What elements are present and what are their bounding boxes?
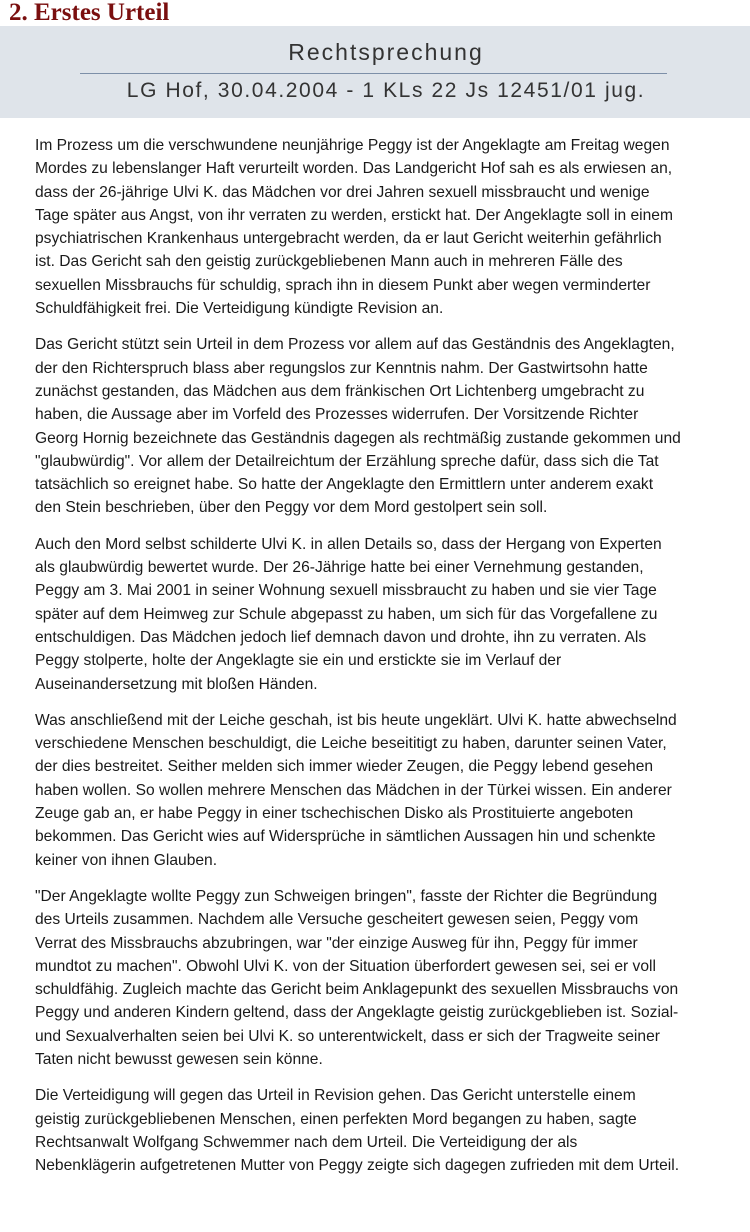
text-line: tatsächlich so ereignet habe. So hatte der Angeklagte den Ermittlern unter anderem exakt [35, 476, 654, 494]
paragraph [35, 333, 725, 519]
paragraph [35, 885, 725, 1071]
text-line: zunächst gestanden, das Mädchen aus dem fränkischen Ort Lichtenberg umgebracht zu [35, 382, 645, 400]
text-line: Georg Hornig bezeichnete das Geständnis dagegen als rechtmäßig zustande gekommen und [35, 429, 681, 447]
text-line: keiner von ihnen Glauben. [35, 851, 218, 869]
text-line: haben wollen. So wollen mehrere Menschen das Mädchen in der Türkei wissen. Ein anderer [35, 781, 672, 799]
text-line: mundtot zu machen". Obwohl Ulvi K. von der Situation überfordert gewesen sei, sei er voll [35, 957, 656, 975]
text-line: des Urteils zusammen. Nachdem alle Versuche gescheitert gewesen seien, Peggy vom [35, 911, 639, 929]
text-line: und Sexualverhalten seien bei Ulvi K. so unterentwickelt, dass er sich der Tragweite seiner [35, 1027, 660, 1045]
text-line: verschiedene Menschen beschuldigt, die Leiche beseititigt zu haben, darunter seinen Vater, [35, 735, 667, 753]
text-line: Im Prozess um die verschwundene neunjährige Peggy ist der Angeklagte am Freitag wegen [35, 137, 670, 154]
text-line: Peggy am 3. Mai 2001 in seiner Wohnung sexuell missbraucht zu haben und sie vier Tage [35, 582, 657, 600]
text-line: der dies bestreitet. Seither melden sich immer wieder Zeugen, die Peggy lebend gesehen [35, 758, 654, 776]
text-line: als glaubwürdig bewertet wurde. Der 26-Jährige hatte bei einer Vernehmung gestanden, [35, 559, 644, 577]
case-citation: LG Hof, 30.04.2004 - 1 KLs 22 Js 12451/01 jug. [126, 79, 646, 102]
text-line: später auf dem Heimweg zur Schule abgepasst zu haben, um sich für das Vorgefallene zu [35, 605, 658, 623]
text-line: Verrat des Missbrauchs abzubringen, war "der einzige Ausweg für ihn, Peggy für immer [35, 934, 638, 952]
text-line: dass der 26-jährige Ulvi K. das Mädchen vor drei Jahren sexuell missbraucht und wenige [35, 183, 650, 201]
text-line: schuldfähig. Zugleich machte das Gericht beim Anklagepunkt des sexuellen Missbrauchs von [35, 981, 679, 999]
text-line: entschuldigen. Das Mädchen jedoch lief demnach davon und drohte, ihn zu verraten. Als [35, 628, 647, 646]
text-line: Das Gericht stützt sein Urteil in dem Prozess vor allem auf das Geständnis des Angeklagten, [35, 336, 675, 354]
text-line: Auseinandersetzung mit bloßen Händen. [35, 675, 318, 693]
paragraph [35, 134, 725, 320]
text-line: der den Richterspruch blass aber regungslos zur Kenntnis nahm. Der Gastwirtsohn hatte [35, 359, 648, 377]
text-line: psychiatrischen Krankenhaus untergebracht werden, da er laut Gericht weiterhin gefährlich [35, 230, 662, 248]
text-line: Was anschließend mit der Leiche geschah, ist bis heute ungeklärt. Ulvi K. hatte abwechselnd [35, 711, 677, 729]
section-heading: 2. Erstes Urteil [9, 0, 170, 26]
text-line: Schuldfähigkeit frei. Die Verteidigung kündigte Revision an. [35, 300, 444, 318]
header-band [0, 26, 750, 118]
text-line: Rechtsanwalt Wolfgang Schwemmer nach dem Urteil. Die Verteidigung der als [35, 1133, 578, 1151]
text-line: Taten nicht bewusst gewesen sein könne. [35, 1050, 323, 1068]
text-line: Nebenklägerin aufgetretenen Mutter von Peggy zeigte sich dagegen zufrieden mit dem Urteil. [35, 1157, 680, 1175]
text-line: Zeuge gab an, er habe Peggy in einer tschechischen Disko als Prostituierte angeboten [35, 805, 634, 823]
text-line: sexuellen Missbrauchs für schuldig, sprach ihn in diesem Punkt aber wegen verminderter [35, 276, 651, 294]
text-line: Peggy stolperte, holte der Angeklagte sie ein und erstickte sie im Verlauf der [35, 652, 562, 670]
text-line: geistig zurückgebliebenen Menschen, einen perfekten Mord begangen zu haben, sagte [35, 1110, 637, 1128]
text-line: bekommen. Das Gericht wies auf Widersprüche in sämtlichen Aussagen hin und schenkte [35, 828, 656, 846]
text-line: "Der Angeklagte wollte Peggy zun Schweigen bringen", fasste der Richter die Begründung [35, 887, 658, 905]
text-line: Tage später aus Angst, von ihr verraten zu werden, erstickt hat. Der Angeklagte soll in einem [35, 206, 673, 224]
text-line: Peggy und anderen Kindern geltend, dass der Angeklagte geistig zurückgeblieben ist. Sozial- [35, 1004, 679, 1022]
paragraph [35, 533, 725, 696]
page-title: Rechtsprechung [288, 39, 484, 65]
title-divider [80, 73, 667, 74]
text-line: ist. Das Gericht sah den geistig zurückgebliebenen Mann auch in mehreren Fälle des [35, 253, 623, 271]
text-line: haben, die Aussage aber im Vorfeld des Prozesses widerrufen. Der Vorsitzende Richter [35, 406, 639, 424]
text-line: Mordes zu lebenslanger Haft verurteilt worden. Das Landgericht Hof sah es als erwiesen an, [35, 160, 673, 178]
text-line: "glaubwürdig". Vor allem der Detailreichtum der Erzählung spreche dafür, dass sich die Tat [35, 452, 659, 470]
text-line: Auch den Mord selbst schilderte Ulvi K. in allen Details so, dass der Hergang von Experten [35, 535, 662, 553]
paragraph [35, 709, 725, 872]
text-line: Die Verteidigung will gegen das Urteil in Revision gehen. Das Gericht unterstelle einem [35, 1087, 636, 1105]
text-line: den Stein beschrieben, über den Peggy vor dem Mord gestolpert sein soll. [35, 499, 548, 517]
article-body [35, 134, 725, 1190]
paragraph [35, 1084, 725, 1177]
